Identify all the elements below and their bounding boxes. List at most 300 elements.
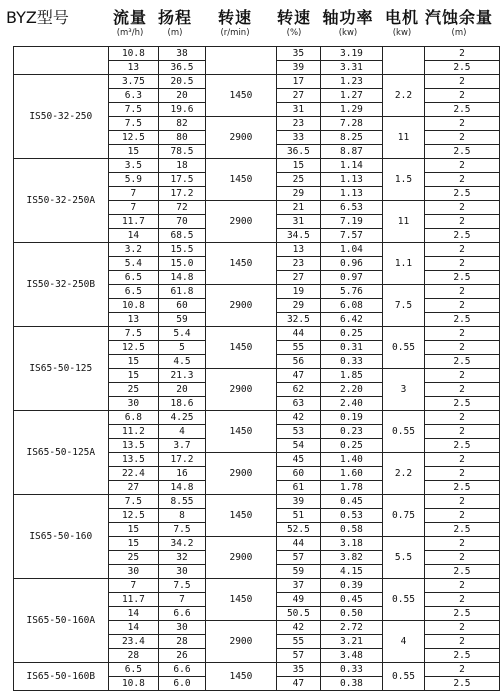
eff-cell: 44 <box>277 327 321 341</box>
flow-cell: 15 <box>108 355 159 369</box>
header-speed <box>203 8 267 39</box>
flow-cell: 7.5 <box>108 327 159 341</box>
header-npsh-label: 汽蚀余量 <box>424 8 493 27</box>
shaft-cell: 4.15 <box>320 565 382 579</box>
flow-cell: 5.4 <box>108 257 159 271</box>
table-header <box>0 0 500 46</box>
eff-cell: 23 <box>277 117 321 131</box>
npsh-cell: 2 <box>424 173 499 187</box>
speed-cell: 1450 <box>205 411 276 453</box>
eff-cell: 27 <box>277 89 321 103</box>
flow-cell: 5.9 <box>108 173 159 187</box>
shaft-cell: 1.40 <box>320 453 382 467</box>
shaft-cell: 1.13 <box>320 187 382 201</box>
head-cell: 7.5 <box>159 579 206 593</box>
shaft-cell: 0.97 <box>320 271 382 285</box>
npsh-cell: 2 <box>424 369 499 383</box>
eff-cell: 23 <box>277 257 321 271</box>
shaft-cell: 0.33 <box>320 663 382 677</box>
flow-cell: 30 <box>108 397 159 411</box>
head-cell: 30 <box>159 565 206 579</box>
head-cell: 28 <box>159 635 206 649</box>
motor-cell: 0.55 <box>383 411 425 453</box>
head-cell: 80 <box>159 131 206 145</box>
npsh-cell: 2.5 <box>424 565 499 579</box>
eff-cell: 61 <box>277 481 321 495</box>
eff-cell: 36.5 <box>277 145 321 159</box>
eff-cell: 57 <box>277 649 321 663</box>
shaft-cell: 1.23 <box>320 75 382 89</box>
shaft-cell: 5.76 <box>320 285 382 299</box>
head-cell: 68.5 <box>159 229 206 243</box>
eff-cell: 29 <box>277 299 321 313</box>
flow-cell: 13.5 <box>108 453 159 467</box>
npsh-cell: 2 <box>424 467 499 481</box>
flow-cell: 25 <box>108 383 159 397</box>
shaft-cell: 0.33 <box>320 355 382 369</box>
eff-cell: 56 <box>277 355 321 369</box>
npsh-cell: 2 <box>424 593 499 607</box>
shaft-cell: 0.25 <box>320 439 382 453</box>
flow-cell: 7.5 <box>108 103 159 117</box>
motor-cell: 7.5 <box>383 285 425 327</box>
head-cell: 61.8 <box>159 285 206 299</box>
shaft-cell: 7.19 <box>320 215 382 229</box>
npsh-cell: 2 <box>424 243 499 257</box>
head-cell: 17.5 <box>159 173 206 187</box>
flow-cell: 13.5 <box>108 439 159 453</box>
head-cell: 18 <box>159 159 206 173</box>
npsh-cell: 2.5 <box>424 439 499 453</box>
shaft-cell: 0.39 <box>320 579 382 593</box>
npsh-cell: 2.5 <box>424 229 499 243</box>
npsh-cell: 2 <box>424 75 499 89</box>
flow-cell: 6.5 <box>108 285 159 299</box>
head-cell: 20.5 <box>159 75 206 89</box>
shaft-cell: 0.96 <box>320 257 382 271</box>
table-row <box>14 327 500 341</box>
head-cell: 6.6 <box>159 663 206 677</box>
header-shaft-unit: (kw) <box>338 28 358 38</box>
pump-spec-body <box>14 47 500 691</box>
npsh-cell: 2 <box>424 411 499 425</box>
head-cell: 32 <box>159 551 206 565</box>
npsh-cell: 2 <box>424 425 499 439</box>
eff-cell: 55 <box>277 635 321 649</box>
eff-cell: 27 <box>277 271 321 285</box>
model-cell: IS50-32-250 <box>14 75 109 159</box>
speed-cell: 1450 <box>205 579 276 621</box>
flow-cell: 6.5 <box>108 663 159 677</box>
shaft-cell: 0.31 <box>320 341 382 355</box>
eff-cell: 44 <box>277 537 321 551</box>
motor-cell: 2.2 <box>383 75 425 117</box>
model-cell: IS50-32-250B <box>14 243 109 327</box>
head-cell: 14.8 <box>159 271 206 285</box>
flow-cell: 13 <box>108 313 159 327</box>
header-model <box>0 8 88 28</box>
npsh-cell: 2 <box>424 635 499 649</box>
flow-cell: 15 <box>108 537 159 551</box>
npsh-cell: 2.5 <box>424 523 499 537</box>
head-cell: 8 <box>159 509 206 523</box>
header-speed-unit: (r/min) <box>220 28 250 38</box>
npsh-cell: 2 <box>424 453 499 467</box>
eff-cell: 17 <box>277 75 321 89</box>
npsh-cell: 2.5 <box>424 355 499 369</box>
npsh-cell: 2 <box>424 621 499 635</box>
eff-cell: 19 <box>277 285 321 299</box>
motor-cell: 11 <box>383 201 425 243</box>
header-head <box>145 8 205 39</box>
flow-cell: 15 <box>108 523 159 537</box>
header-npsh-unit: (m) <box>451 28 467 38</box>
table-row <box>14 47 500 61</box>
head-cell: 17.2 <box>159 453 206 467</box>
shaft-cell: 6.53 <box>320 201 382 215</box>
eff-cell: 31 <box>277 215 321 229</box>
flow-cell: 3.5 <box>108 159 159 173</box>
flow-cell: 10.8 <box>108 677 159 691</box>
flow-cell: 14 <box>108 621 159 635</box>
shaft-cell: 3.31 <box>320 61 382 75</box>
shaft-cell: 3.18 <box>320 537 382 551</box>
shaft-cell: 1.27 <box>320 89 382 103</box>
flow-cell: 12.5 <box>108 131 159 145</box>
eff-cell: 33 <box>277 131 321 145</box>
motor-cell: 0.55 <box>383 327 425 369</box>
head-cell: 17.2 <box>159 187 206 201</box>
model-cell: IS65-50-160 <box>14 495 109 579</box>
eff-cell: 42 <box>277 411 321 425</box>
flow-cell: 23.4 <box>108 635 159 649</box>
head-cell: 30 <box>159 621 206 635</box>
eff-cell: 52.5 <box>277 523 321 537</box>
eff-cell: 13 <box>277 243 321 257</box>
motor-cell: 0.55 <box>383 663 425 691</box>
flow-cell: 7.5 <box>108 117 159 131</box>
head-cell: 16 <box>159 467 206 481</box>
flow-cell: 6.5 <box>108 271 159 285</box>
flow-cell: 7 <box>108 201 159 215</box>
speed-cell: 1450 <box>205 663 276 691</box>
flow-cell: 15 <box>108 145 159 159</box>
header-eff-label: 转速 <box>276 8 311 27</box>
eff-cell: 45 <box>277 453 321 467</box>
npsh-cell: 2 <box>424 117 499 131</box>
header-eff-unit: (%) <box>286 28 302 38</box>
flow-cell: 3.2 <box>108 243 159 257</box>
eff-cell: 37 <box>277 579 321 593</box>
eff-cell: 59 <box>277 565 321 579</box>
speed-cell: 1450 <box>205 327 276 369</box>
head-cell: 38 <box>159 47 206 61</box>
npsh-cell: 2 <box>424 131 499 145</box>
motor-cell: 4 <box>383 621 425 663</box>
npsh-cell: 2 <box>424 47 499 61</box>
npsh-cell: 2 <box>424 579 499 593</box>
npsh-cell: 2.5 <box>424 397 499 411</box>
head-cell: 36.5 <box>159 61 206 75</box>
pump-spec-table <box>13 46 500 691</box>
shaft-cell: 1.04 <box>320 243 382 257</box>
npsh-cell: 2.5 <box>424 61 499 75</box>
head-cell: 15.5 <box>159 243 206 257</box>
eff-cell: 29 <box>277 187 321 201</box>
npsh-cell: 2 <box>424 257 499 271</box>
npsh-cell: 2.5 <box>424 145 499 159</box>
head-cell: 20 <box>159 383 206 397</box>
header-motor-unit: (kw) <box>392 28 412 38</box>
flow-cell: 7 <box>108 579 159 593</box>
shaft-cell: 1.29 <box>320 103 382 117</box>
flow-cell: 14 <box>108 607 159 621</box>
eff-cell: 34.5 <box>277 229 321 243</box>
eff-cell: 62 <box>277 383 321 397</box>
header-flow-unit: (m³/h) <box>116 28 144 38</box>
shaft-cell: 3.21 <box>320 635 382 649</box>
table-row <box>14 663 500 677</box>
eff-cell: 54 <box>277 439 321 453</box>
npsh-cell: 2 <box>424 383 499 397</box>
eff-cell: 47 <box>277 369 321 383</box>
model-cell: IS50-32-250A <box>14 159 109 243</box>
flow-cell: 10.8 <box>108 299 159 313</box>
eff-cell: 60 <box>277 467 321 481</box>
head-cell: 6.0 <box>159 677 206 691</box>
eff-cell: 31 <box>277 103 321 117</box>
table-row <box>14 75 500 89</box>
head-cell: 3.7 <box>159 439 206 453</box>
head-cell: 78.5 <box>159 145 206 159</box>
flow-cell: 7 <box>108 187 159 201</box>
header-npsh <box>418 8 500 39</box>
eff-cell: 47 <box>277 677 321 691</box>
table-row <box>14 495 500 509</box>
eff-cell: 25 <box>277 173 321 187</box>
shaft-cell: 0.19 <box>320 411 382 425</box>
eff-cell: 35 <box>277 663 321 677</box>
header-motor-label: 电机 <box>384 8 419 27</box>
npsh-cell: 2 <box>424 201 499 215</box>
motor-cell: 5.5 <box>383 537 425 579</box>
shaft-cell: 0.23 <box>320 425 382 439</box>
flow-cell: 7.5 <box>108 495 159 509</box>
npsh-cell: 2.5 <box>424 313 499 327</box>
table-row <box>14 411 500 425</box>
flow-cell: 11.2 <box>108 425 159 439</box>
motor-cell: 0.75 <box>383 495 425 537</box>
eff-cell: 53 <box>277 425 321 439</box>
eff-cell: 63 <box>277 397 321 411</box>
head-cell: 6.6 <box>159 607 206 621</box>
speed-cell: 1450 <box>205 243 276 285</box>
motor-cell <box>383 47 425 75</box>
eff-cell: 49 <box>277 593 321 607</box>
header-flow-label: 流量 <box>112 8 147 27</box>
head-cell: 5 <box>159 341 206 355</box>
eff-cell: 51 <box>277 509 321 523</box>
npsh-cell: 2 <box>424 495 499 509</box>
motor-cell: 3 <box>383 369 425 411</box>
head-cell: 20 <box>159 89 206 103</box>
flow-cell: 3.75 <box>108 75 159 89</box>
shaft-cell: 0.53 <box>320 509 382 523</box>
head-cell: 5.4 <box>159 327 206 341</box>
shaft-cell: 2.72 <box>320 621 382 635</box>
head-cell: 15.0 <box>159 257 206 271</box>
npsh-cell: 2 <box>424 299 499 313</box>
shaft-cell: 3.48 <box>320 649 382 663</box>
npsh-cell: 2 <box>424 327 499 341</box>
shaft-cell: 0.58 <box>320 523 382 537</box>
flow-cell: 11.7 <box>108 593 159 607</box>
model-cell: IS65-50-125 <box>14 327 109 411</box>
shaft-cell: 1.85 <box>320 369 382 383</box>
shaft-cell: 0.25 <box>320 327 382 341</box>
speed-cell: 1450 <box>205 159 276 201</box>
npsh-cell: 2 <box>424 89 499 103</box>
model-cell: IS65-50-125A <box>14 411 109 495</box>
shaft-cell: 1.14 <box>320 159 382 173</box>
model-cell <box>14 47 109 75</box>
flow-cell: 13 <box>108 61 159 75</box>
head-cell: 7.5 <box>159 523 206 537</box>
npsh-cell: 2 <box>424 285 499 299</box>
head-cell: 70 <box>159 215 206 229</box>
speed-cell: 2900 <box>205 621 276 663</box>
speed-cell: 2900 <box>205 117 276 159</box>
npsh-cell: 2 <box>424 215 499 229</box>
eff-cell: 39 <box>277 61 321 75</box>
flow-cell: 12.5 <box>108 509 159 523</box>
head-cell: 72 <box>159 201 206 215</box>
motor-cell: 2.2 <box>383 453 425 495</box>
head-cell: 60 <box>159 299 206 313</box>
table-row <box>14 579 500 593</box>
head-cell: 82 <box>159 117 206 131</box>
head-cell: 14.8 <box>159 481 206 495</box>
npsh-cell: 2.5 <box>424 481 499 495</box>
shaft-cell: 8.87 <box>320 145 382 159</box>
eff-cell: 57 <box>277 551 321 565</box>
speed-cell: 2900 <box>205 369 276 411</box>
header-model-label: BYZ型号 <box>6 8 69 27</box>
eff-cell: 50.5 <box>277 607 321 621</box>
head-cell: 7 <box>159 593 206 607</box>
npsh-cell: 2 <box>424 159 499 173</box>
motor-cell: 11 <box>383 117 425 159</box>
flow-cell: 10.8 <box>108 47 159 61</box>
shaft-cell: 3.82 <box>320 551 382 565</box>
head-cell: 18.6 <box>159 397 206 411</box>
eff-cell: 35 <box>277 47 321 61</box>
eff-cell: 15 <box>277 159 321 173</box>
flow-cell: 6.3 <box>108 89 159 103</box>
shaft-cell: 0.38 <box>320 677 382 691</box>
head-cell: 4 <box>159 425 206 439</box>
flow-cell: 22.4 <box>108 467 159 481</box>
speed-cell: 2900 <box>205 453 276 495</box>
header-speed-label: 转速 <box>217 8 252 27</box>
flow-cell: 12.5 <box>108 341 159 355</box>
npsh-cell: 2 <box>424 551 499 565</box>
speed-cell: 2900 <box>205 285 276 327</box>
shaft-cell: 0.45 <box>320 495 382 509</box>
speed-cell: 1450 <box>205 75 276 117</box>
eff-cell: 21 <box>277 201 321 215</box>
flow-cell: 30 <box>108 565 159 579</box>
shaft-cell: 2.20 <box>320 383 382 397</box>
head-cell: 8.55 <box>159 495 206 509</box>
flow-cell: 6.8 <box>108 411 159 425</box>
speed-cell: 2900 <box>205 201 276 243</box>
shaft-cell: 0.45 <box>320 593 382 607</box>
npsh-cell: 2.5 <box>424 649 499 663</box>
npsh-cell: 2.5 <box>424 607 499 621</box>
eff-cell: 42 <box>277 621 321 635</box>
npsh-cell: 2 <box>424 663 499 677</box>
speed-cell: 1450 <box>205 495 276 537</box>
flow-cell: 15 <box>108 369 159 383</box>
shaft-cell: 6.42 <box>320 313 382 327</box>
npsh-cell: 2 <box>424 509 499 523</box>
header-shaft-label: 轴功率 <box>322 8 374 27</box>
motor-cell: 0.55 <box>383 579 425 621</box>
shaft-cell: 6.08 <box>320 299 382 313</box>
header-head-label: 扬程 <box>157 8 192 27</box>
npsh-cell: 2 <box>424 537 499 551</box>
eff-cell: 32.5 <box>277 313 321 327</box>
head-cell: 21.3 <box>159 369 206 383</box>
shaft-cell: 7.57 <box>320 229 382 243</box>
shaft-cell: 1.60 <box>320 467 382 481</box>
motor-cell: 1.5 <box>383 159 425 201</box>
flow-cell: 28 <box>108 649 159 663</box>
npsh-cell: 2.5 <box>424 103 499 117</box>
model-cell: IS65-50-160A <box>14 579 109 663</box>
shaft-cell: 1.78 <box>320 481 382 495</box>
npsh-cell: 2.5 <box>424 271 499 285</box>
shaft-cell: 8.25 <box>320 131 382 145</box>
model-cell: IS65-50-160B <box>14 663 109 691</box>
flow-cell: 25 <box>108 551 159 565</box>
eff-cell: 55 <box>277 341 321 355</box>
head-cell: 34.2 <box>159 537 206 551</box>
shaft-cell: 3.19 <box>320 47 382 61</box>
npsh-cell: 2 <box>424 341 499 355</box>
shaft-cell: 1.13 <box>320 173 382 187</box>
motor-cell: 1.1 <box>383 243 425 285</box>
eff-cell: 39 <box>277 495 321 509</box>
npsh-cell: 2.5 <box>424 677 499 691</box>
header-head-unit: (m) <box>167 28 183 38</box>
head-cell: 19.6 <box>159 103 206 117</box>
speed-cell <box>205 47 276 75</box>
head-cell: 4.5 <box>159 355 206 369</box>
head-cell: 59 <box>159 313 206 327</box>
npsh-cell: 2.5 <box>424 187 499 201</box>
flow-cell: 14 <box>108 229 159 243</box>
head-cell: 26 <box>159 649 206 663</box>
shaft-cell: 7.28 <box>320 117 382 131</box>
shaft-cell: 0.50 <box>320 607 382 621</box>
flow-cell: 11.7 <box>108 215 159 229</box>
table-row <box>14 243 500 257</box>
flow-cell: 27 <box>108 481 159 495</box>
table-row <box>14 159 500 173</box>
head-cell: 4.25 <box>159 411 206 425</box>
